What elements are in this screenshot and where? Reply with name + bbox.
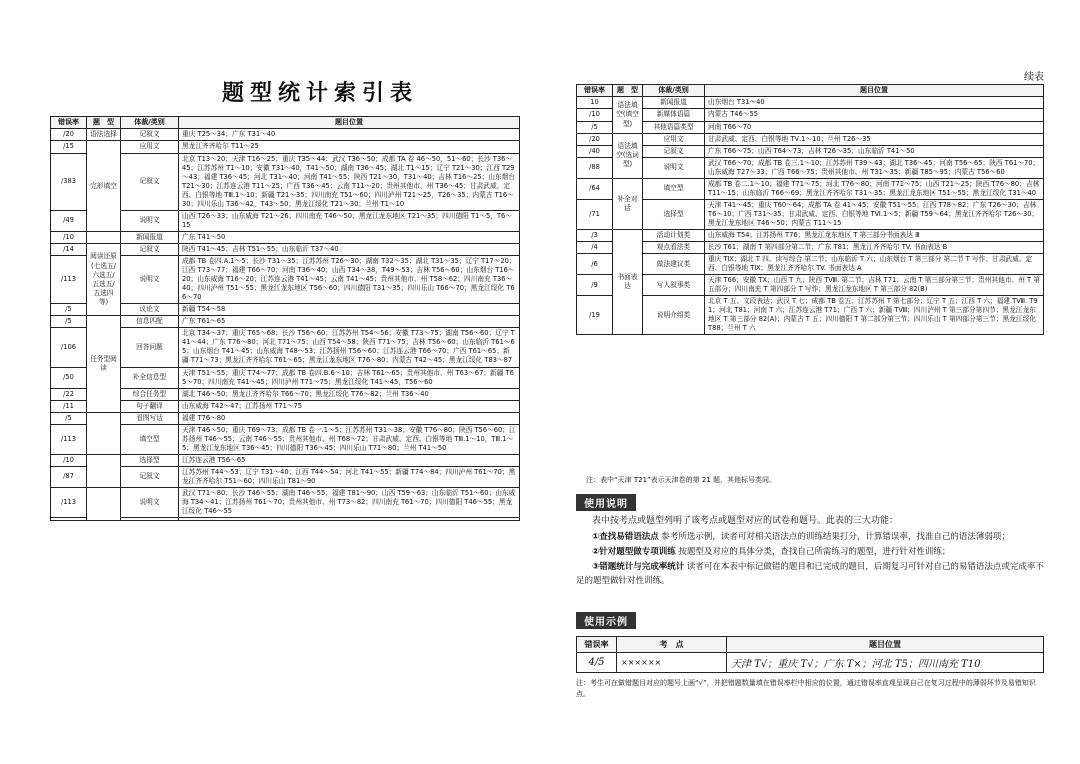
error-rate[interactable]: /64 bbox=[577, 178, 613, 199]
question-type: 语法填空(填空型) bbox=[613, 97, 643, 133]
genre: 综合任务型 bbox=[121, 388, 179, 400]
error-rate[interactable]: /87 bbox=[51, 466, 87, 487]
question-position: 天津 T41～45；重庆 T60～64；成都 TA 卷 41～45；安徽 T51～55；江西 T78～82；广东 T26～30；吉林 T6～10；广西 T31～35；甘肃武威、定西、白银等地 TⅥ.1～5；新疆 T59～64；黑龙江齐齐哈尔 T26～30；黑龙江龙东地区 T46～50；内蒙古 T11～15 bbox=[705, 199, 1044, 229]
genre: 选择型 bbox=[643, 199, 705, 229]
question-type: 任务型阅读 bbox=[87, 316, 121, 412]
example-row bbox=[577, 653, 1044, 673]
genre: 填空型 bbox=[121, 424, 179, 454]
question-type bbox=[87, 488, 121, 521]
question-type bbox=[87, 412, 121, 454]
question-position: 成都 TB 卷二.1～10；福建 T71～75；河北 T76～80；河南 T71～75；山西 T21～25；陕西 T76～80；吉林 T11～15；山东临沂 T66～69；黑龙江齐齐哈尔 T31～35；黑龙江龙东地区 T51～55；黑龙江绥化 T31～40 bbox=[705, 178, 1044, 199]
table-row bbox=[577, 133, 1044, 145]
question-position: 武汉 T71～80；长沙 T46～55；湖南 T46～55；福建 T81～90；山西 T59～63；山东临沂 T51～60；山东威海 T34～41；江苏扬州 T61～70；贵州其他市、州 T73～82；四川南充 T61～70；四川德阳 T46～55；黑龙江绥化 T46～55 bbox=[179, 488, 520, 518]
table-row bbox=[51, 243, 520, 255]
continued-label: 续表 bbox=[1024, 72, 1044, 83]
header-genre: 体裁/类别 bbox=[121, 117, 179, 129]
question-position: 江苏苏州 T44～53；辽宁 T31～40；江西 T44～54；河北 T41～55；新疆 T74～84；四川泸州 T61～70；黑龙江齐齐哈尔 T51～60；四川乐山 T81～90 bbox=[179, 466, 520, 487]
usage-item-label: ②针对题型做专项训练 bbox=[592, 546, 676, 557]
usage-item-label: ①查找易错语法点 bbox=[592, 531, 659, 542]
error-rate[interactable]: 10 bbox=[577, 97, 613, 109]
table-row bbox=[577, 109, 1044, 121]
usage-intro: 表中按考点或题型列明了该考点或题型对应的试卷和题号。此表的三大功能： bbox=[592, 516, 899, 526]
error-rate[interactable]: /10 bbox=[51, 454, 87, 466]
table-header-row bbox=[51, 117, 520, 129]
header-rate: 错误率 bbox=[577, 85, 613, 97]
genre: 记叙文 bbox=[121, 129, 179, 141]
table-row bbox=[51, 488, 520, 518]
question-type: 语法填空(选词型) bbox=[613, 133, 643, 178]
question-position: 北京 T34～37；重庆 T65～68；长沙 T56～60；江苏苏州 T54～56；安徽 T73～75；湖南 T56～60；辽宁 T41～44；广东 T76～80；河北 T71～75；山西 T54～58；陕西 T71～75；吉林 T56～60；山东临沂 T61～65；山东烟台 T41～45；山东威海 T48～53；江苏扬州 T56～60；江苏连云港 T66～70；广西 T61～65；新疆 T71～73；黑龙江齐齐哈尔 T61～65；黑龙江龙东地区 T76～80；内蒙古 T42～45；黑龙江绥化 T83～87 bbox=[179, 328, 520, 367]
error-rate[interactable]: /9 bbox=[577, 275, 613, 296]
table-row bbox=[577, 145, 1044, 157]
usage-heading: 使用说明 bbox=[576, 494, 636, 511]
example-position[interactable]: 天津 T√；重庆 T√；广东 T×；河北 T5；四川南充 T10 bbox=[727, 653, 1044, 673]
error-rate[interactable]: /4 bbox=[577, 242, 613, 254]
table-row bbox=[51, 518, 520, 521]
table-row bbox=[51, 367, 520, 388]
error-rate[interactable]: /3 bbox=[577, 230, 613, 242]
genre: 说明介绍类 bbox=[643, 296, 705, 335]
left-index-table bbox=[50, 116, 520, 521]
genre: 信息匹配 bbox=[121, 316, 179, 328]
table-row bbox=[577, 121, 1044, 133]
genre: 选择型 bbox=[121, 454, 179, 466]
question-type: 语法选择 bbox=[87, 129, 121, 141]
question-position: 天津 T51～55；重庆 T74～77；成都 TB 卷四.B.6～10；吉林 T61～65；贵州其他市、州 T63～67；新疆 T65～70；四川南充 T41～45；四川泸州 T71～75；黑龙江绥化 T41～45，T56～60 bbox=[179, 367, 520, 388]
table-row bbox=[51, 328, 520, 367]
error-rate[interactable]: /5 bbox=[51, 304, 87, 316]
genre: 说明文 bbox=[121, 210, 179, 231]
genre: 记叙文 bbox=[121, 466, 179, 487]
table-row bbox=[51, 153, 520, 210]
table-row bbox=[577, 254, 1044, 275]
genre: 句子翻译 bbox=[121, 400, 179, 412]
question-position: 重庆 T25～34；广东 T31～40 bbox=[179, 129, 520, 141]
header-rate: 错误率 bbox=[51, 117, 87, 129]
table-row bbox=[51, 466, 520, 487]
genre: 议论文 bbox=[121, 304, 179, 316]
genre: 回答问题 bbox=[121, 328, 179, 367]
table-row bbox=[577, 97, 1044, 109]
usage-section bbox=[576, 514, 1044, 589]
question-position: 山东威海 T54；江苏扬州 T76；黑龙江龙东地区 T 第三部分书面表达 Ⅲ bbox=[705, 230, 1044, 242]
error-rate[interactable]: /6 bbox=[577, 254, 613, 275]
genre: 补全信息型 bbox=[121, 367, 179, 388]
question-position: 武汉 T66～70；成都 TB 卷三.1～10；江苏苏州 T39～43；湖北 T36～45；河南 T56～65；陕西 T61～70；山东威海 T27～33；广西 T66～75；贵州其他市、州 T31～35；新疆 T85～95；内蒙古 T56～60 bbox=[705, 157, 1044, 178]
error-rate[interactable]: /10 bbox=[51, 231, 87, 243]
table-row bbox=[51, 210, 520, 231]
right-index-table bbox=[576, 84, 1044, 335]
genre: 记叙文 bbox=[121, 153, 179, 210]
table-row bbox=[577, 199, 1044, 229]
usage-item bbox=[576, 530, 1044, 545]
error-rate[interactable]: /11 bbox=[51, 400, 87, 412]
error-rate[interactable]: /14 bbox=[51, 243, 87, 255]
table-row bbox=[51, 304, 520, 316]
question-type: 完形填空 bbox=[87, 141, 121, 231]
question-position: 陕西 T41～45；吉林 T51～55；山东临沂 T37～40 bbox=[179, 243, 520, 255]
error-rate[interactable]: /113 bbox=[51, 424, 87, 454]
question-position: 甘肃武威、定西、白银等地 TⅤ.1～10；兰州 T26～35 bbox=[705, 133, 1044, 145]
table-row bbox=[577, 242, 1044, 254]
error-rate[interactable]: /19 bbox=[577, 296, 613, 335]
example-error-rate[interactable]: 4/5 bbox=[577, 653, 617, 673]
genre: 新媒体语篇 bbox=[643, 109, 705, 121]
question-position: 新疆 T54～58 bbox=[179, 304, 520, 316]
genre: 记叙文 bbox=[643, 145, 705, 157]
header-position: 题目位置 bbox=[705, 85, 1044, 97]
question-position: 天津 T46～50；重庆 T69～73；成都 TB 卷一.1～5；江苏苏州 T31～38；安徽 T76～80；陕西 T56～60；江苏扬州 T46～55；云南 T46～55；贵州其他市、州 T68～72；甘肃武威、定西、白银等地 TⅢ.1～10，TⅢ.1～5；黑龙江龙东地区 T36～45；四川德阳 T36～45；四川乐山 T71～80；兰州 T41～50 bbox=[179, 424, 520, 454]
table-row bbox=[51, 231, 520, 243]
genre: 活动计划类 bbox=[643, 230, 705, 242]
question-position: 山西 T26～33；山东威海 T21～26；四川南充 T46～50；黑龙江龙东地区 T21～35；四川德阳 T1～5，T6～15 bbox=[179, 210, 520, 231]
question-position: 福建 T76～80 bbox=[179, 412, 520, 424]
genre: 说明文 bbox=[121, 256, 179, 304]
genre: 其他语篇类型 bbox=[643, 121, 705, 133]
error-rate[interactable]: /20 bbox=[577, 133, 613, 145]
question-type bbox=[87, 231, 121, 243]
question-position: 长沙 T61；湖南 T 第四部分第二节；广东 T81；黑龙江齐齐哈尔 TV. 书面表达 B bbox=[705, 242, 1044, 254]
table-note: 注：表中“天津 T21”表示天津卷的第 21 题，其他标号类同。 bbox=[586, 476, 777, 484]
question-position: 黑龙江齐齐哈尔 T11～25 bbox=[179, 141, 520, 153]
example-header-position: 题目位置 bbox=[727, 637, 1044, 653]
question-position bbox=[179, 518, 520, 521]
question-type bbox=[87, 454, 121, 487]
genre: 新闻报道 bbox=[643, 97, 705, 109]
example-header-rate: 错误率 bbox=[577, 637, 617, 653]
example-header-row bbox=[577, 637, 1044, 653]
genre: 说明文 bbox=[121, 488, 179, 518]
genre: 看图写话 bbox=[121, 412, 179, 424]
page-title: 题型统计索引表 bbox=[221, 80, 418, 106]
question-position: 广东 T61～65 bbox=[179, 316, 520, 328]
error-rate[interactable]: /5 bbox=[577, 121, 613, 133]
table-row bbox=[51, 412, 520, 424]
header-type: 题 型 bbox=[87, 117, 121, 129]
table-row bbox=[51, 256, 520, 304]
example-heading: 使用示例 bbox=[576, 612, 636, 629]
genre: 做法建议类 bbox=[643, 254, 705, 275]
question-position: 广东 T41～50 bbox=[179, 231, 520, 243]
header-genre: 体裁/类别 bbox=[643, 85, 705, 97]
question-position: 江苏连云港 T56～65 bbox=[179, 454, 520, 466]
usage-item-text: 按题型及对应的具体分类，查找自己所需练习的题型，进行针对性训练； bbox=[678, 546, 951, 557]
genre: 填空型 bbox=[643, 178, 705, 199]
error-rate[interactable]: /40 bbox=[577, 145, 613, 157]
table-row bbox=[577, 178, 1044, 199]
table-row bbox=[577, 157, 1044, 178]
table-row bbox=[51, 141, 520, 153]
table-row bbox=[51, 129, 520, 141]
question-position: 北京 T13～20；天津 T16～25；重庆 T35～44；武汉 T36～50；成都 TA 卷 46～50，51～60；长沙 T36～45；江苏苏州 T1～10；安徽 T31～40，T41～50；湖南 T36～45；湖北 T1～15；辽宁 T21～30；江西 T29～43；福建 T36～45；河北 T31～40；河南 T41～55；陕西 T21～30，T31～40；吉林 T16～25；山东烟台 T21～30；江苏连云港 T11～25；广西 T36～45；云南 T11～20；贵州其他市、州 T36～45；甘肃武威、定西、白银等地 TⅢ.1～10；新疆 T21～35；四川南充 T51～60；四川泸州 T21～25，T26～35；内蒙古 T16～30；四川乐山 T36～42，T43～50；黑龙江绥化 T21～30；兰州 T1～10 bbox=[179, 153, 520, 210]
question-type: 阅读还原(七选五/六选五/五选五/五选四等) bbox=[87, 243, 121, 315]
error-rate[interactable]: /10 bbox=[577, 109, 613, 121]
question-position: 成都 TB 卷四.A.1～5；长沙 T31～35；江苏苏州 T26～30；湖南 T32～35；湖北 T31～35；辽宁 T17～20；江西 T73～77；福建 T66～70；河南 T36～40；山西 T34～38，T49～53；吉林 T56～60；山东烟台 T16～20；山东威海 T16～20；江苏连云港 T41～45；云南 T41～45；贵州其他市、州 T58～62；四川南充 T36～40；四川泸州 T51～55；黑龙江龙东地区 T56～60；四川德阳 T31～35；四川乐山 T66～70；黑龙江绥化 T66～70 bbox=[179, 256, 520, 304]
error-rate[interactable]: /106 bbox=[51, 328, 87, 367]
table-row bbox=[577, 296, 1044, 335]
error-rate[interactable]: /22 bbox=[51, 388, 87, 400]
question-type: 书面表达 bbox=[613, 230, 643, 335]
table-row bbox=[51, 316, 520, 328]
error-rate[interactable]: /88 bbox=[577, 157, 613, 178]
table-header-row bbox=[577, 85, 1044, 97]
error-rate[interactable]: /5 bbox=[51, 316, 87, 328]
genre bbox=[121, 518, 179, 521]
usage-item-text: 参考所选示例，读者可对相关语法点的训练结果打分，计算错误率，找准自己的语法薄弱项； bbox=[661, 531, 1010, 542]
usage-item bbox=[576, 545, 1044, 560]
error-rate[interactable]: /383 bbox=[51, 153, 87, 210]
question-position: 内蒙古 T46～55 bbox=[705, 109, 1044, 121]
error-rate[interactable]: /5 bbox=[51, 412, 87, 424]
question-position: 北京 T 五、文段表达；武汉 T 七；成都 TB 卷五；江苏苏州 T 第七部分；辽宁 T 五；江西 T 六；福建 TⅧ. T91；河北 T81；河南 T 六；江苏连云港 T71；广西 T 六；新疆 TⅧ；四川泸州 T 第三部分第四节；黑龙江龙东地区 T 第三部分 82(A)；内蒙古 T 五；四川德阳 T 第二部分第三节；四川乐山 T 第四部分第三节；黑龙江绥化 T88；兰州 T 六 bbox=[705, 296, 1044, 335]
error-rate[interactable]: /15 bbox=[51, 141, 87, 153]
usage-item-label: ③错题统计与完成率统计 bbox=[592, 561, 685, 572]
genre: 新闻报道 bbox=[121, 231, 179, 243]
error-rate[interactable]: /50 bbox=[51, 367, 87, 388]
header-position: 题目位置 bbox=[179, 117, 520, 129]
question-type: 补全对话 bbox=[613, 178, 643, 229]
genre: 应用文 bbox=[121, 141, 179, 153]
usage-tail-note: 注：考生可在做错题目对应的题号上画“√”，并把错题数量填在错误率栏中相应的位置，通过错误率直观呈现自己在复习过程中的薄弱环节及易错知识点。 bbox=[576, 679, 1036, 698]
error-rate[interactable]: /113 bbox=[51, 256, 87, 304]
genre: 写人叙事类 bbox=[643, 275, 705, 296]
error-rate[interactable]: /49 bbox=[51, 210, 87, 231]
error-rate[interactable] bbox=[51, 518, 87, 521]
question-position: 山东威海 T42～47；江苏扬州 T71～75 bbox=[179, 400, 520, 412]
error-rate[interactable]: /71 bbox=[577, 199, 613, 229]
table-row bbox=[51, 454, 520, 466]
usage-item-text: 读者可在本表中标记做错的题目和已完成的题目，后期复习可针对自己的易错语法点或完成率不足的题型做针对性训练。 bbox=[576, 561, 1044, 587]
question-position: 广东 T66～75；山西 T64～73；吉林 T26～35；山东临沂 T41～50 bbox=[705, 145, 1044, 157]
example-table bbox=[576, 636, 1044, 673]
question-position: 重庆 TⅨ；湖北 T 四、读写综合 第二节；山东临沂 T 六；山东烟台 T 第三部分 第二节 T 写作；甘肃武威、定西、白银等地 TⅨ；黑龙江齐齐哈尔 TV. 书面表达 A bbox=[705, 254, 1044, 275]
error-rate[interactable]: /113 bbox=[51, 488, 87, 518]
question-position: 河南 T66～70 bbox=[705, 121, 1044, 133]
header-type: 题 型 bbox=[613, 85, 643, 97]
table-row bbox=[51, 400, 520, 412]
usage-item bbox=[576, 560, 1044, 590]
table-row bbox=[51, 388, 520, 400]
question-position: 湖北 T46～50；黑龙江齐齐哈尔 T66～70；黑龙江绥化 T76～82；兰州 T36～40 bbox=[179, 388, 520, 400]
genre: 记叙文 bbox=[121, 243, 179, 255]
error-rate[interactable]: /20 bbox=[51, 129, 87, 141]
genre: 说明文 bbox=[643, 157, 705, 178]
question-position: 山东烟台 T31～40 bbox=[705, 97, 1044, 109]
genre: 应用文 bbox=[643, 133, 705, 145]
table-row bbox=[577, 275, 1044, 296]
genre: 观点看法类 bbox=[643, 242, 705, 254]
example-header-point: 考 点 bbox=[617, 637, 727, 653]
table-row bbox=[577, 230, 1044, 242]
table-row bbox=[51, 424, 520, 454]
question-position: 天津 T66；安徽 TX；山西 T 九；陕西 TⅧ. 第二节；吉林 T71；云南 T 第三部分第三节；贵州其他市、州 T 第五部分；四川南充 T 第四部分 T 写作；黑龙江龙东地区 T 第三部分 82(B) bbox=[705, 275, 1044, 296]
example-point: ×××××× bbox=[617, 653, 727, 673]
